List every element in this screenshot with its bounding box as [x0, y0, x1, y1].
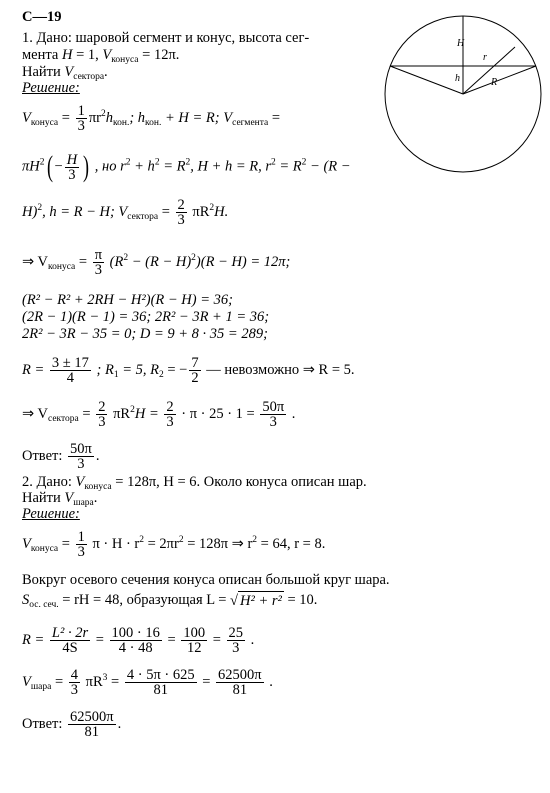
p1-solution-label: Решение:: [22, 80, 80, 96]
p1-result: ⇒ $V_{сектора}$ = $\frac{2}{3}$ $\pi R^2H$ = $\frac{2}{3}$ · π · 25 · 1 = $\frac{50\pi}{3}$ .: [22, 399, 296, 430]
p1-roots: R = $\frac{3 \pm 17}{4}$ ; $R_1 = 5$, $R_2$ = − $\frac{7}{2}$ — невозможно ⇒ R = 5.: [22, 355, 355, 386]
cone-side-left: [390, 66, 463, 94]
p1-formula4: ⇒ $V_{конуса}$ = $\frac{\pi}{3}$ $(R^2 - (R - H)^2)(R - H) = 12\pi$;: [22, 247, 291, 278]
p2-line1: 2. Дано: $V_{конуса} = 128\pi$, H = 6. Около конуса описан шар.: [22, 474, 367, 492]
sphere-cone-figure: [383, 14, 545, 176]
p2-formula2: $S_{ос. сеч.}$ = rH = 48, образующая L = √ H² + r² = 10.: [22, 592, 318, 610]
p1-line2: мента H = 1, $V_{конуса} = 12\pi$.: [22, 47, 180, 65]
radius-line: [463, 47, 515, 94]
label-H: H: [457, 38, 465, 49]
label-h: h: [455, 73, 460, 84]
p1-line6: (R² − R² + 2RH − H²)(R − H) = 36;: [22, 292, 233, 308]
p2-formula3: R = $\frac{\text{L² · 2r}}{4S}$ = $\frac{100 \cdot 16}{4 \cdot 48}$ = $\frac{100}{12}$ = $\frac{25}{3}$ .: [22, 625, 255, 656]
p2-answer: Ответ: $\frac{62500\pi}{81}$ .: [22, 709, 122, 740]
p2-formula4: $V_{шара}$ = $\frac{4}{3}$ $\pi R^3$ = $\frac{4 \cdot 5\pi \cdot 625}{81}$ = $\frac{62500\pi}{81}$ .: [22, 667, 273, 698]
p2-formula1: $V_{конуса}$ = $\frac{1}{3}$ $\pi \cdot H \cdot r^2 = 2\pi r^2 = 128\pi$ ⇒ $r^2 = 64$, r = 8.: [22, 529, 326, 560]
p1-line7: (2R − 1)(R − 1) = 36; 2R² − 3R + 1 = 36;: [22, 309, 270, 325]
p1-find: Найти $V_{сектора}$.: [22, 64, 108, 82]
p1-line8: 2R² − 3R − 35 = 0; D = 9 + 8 · 35 = 289;: [22, 326, 268, 342]
label-R: R: [491, 77, 498, 88]
p1-line1: 1. Дано: шаровой сегмент и конус, высота сег-: [22, 30, 310, 46]
label-r: r: [483, 52, 487, 63]
cone-side-right: [463, 66, 536, 94]
problem-code: С—19: [22, 9, 62, 25]
p2-line4: Вокруг осевого сечения конуса описан большой круг шара.: [22, 572, 390, 588]
p2-solution-label: Решение:: [22, 506, 80, 522]
p1-answer: Ответ: $\frac{50\pi}{3}$ .: [22, 441, 100, 472]
p1-formula2: $\pi H^2$( − $\frac{H}{3}$ ) , но $r^2 + h^2 = R^2$, H + h = R, $r^2 = R^2 - (R$ −: [22, 150, 351, 183]
p1-formula1: $V_{конуса}$ = $\frac{1}{3}$ $\pi r^2h_{кон.}$; $h_{кон.} + H = R$; $V_{сегмента}$ =: [22, 103, 281, 134]
p1-formula3: H)$^2$, h = R − H; $V_{сектора}$ = $\frac{2}{3}$ $\pi R^2H$.: [22, 197, 229, 228]
p2-find: Найти $V_{шара}$.: [22, 490, 98, 508]
